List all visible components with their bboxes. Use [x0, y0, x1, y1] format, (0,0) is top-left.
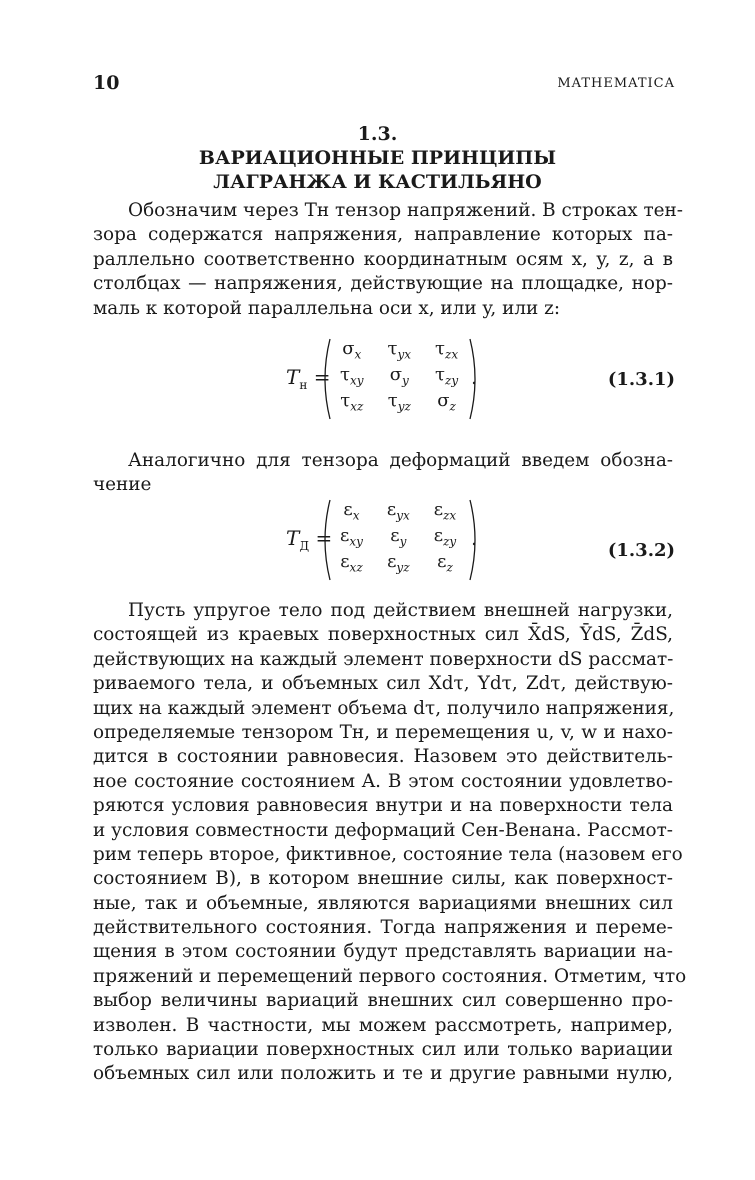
paragraph-line: Пусть упругое тело под действием внешней нагрузки,: [128, 600, 673, 621]
paragraph-line: пряжений и перемещений первого состояния. Отметим, что: [93, 965, 687, 987]
matrix-cell: $\sigma_z$: [437, 390, 456, 414]
left-paren: [318, 337, 334, 421]
paragraph-3: [93, 599, 687, 1087]
paragraph-line: выбор величины вариаций внешних сил совершенно про-: [93, 990, 673, 1012]
paragraph-line: ряются условия равновесия внутри и на поверхности тела: [93, 795, 673, 817]
matrix-cell: $\varepsilon_{yz}$: [387, 551, 410, 575]
equals-sign: =: [315, 526, 333, 550]
paragraph-line: ные, так и объемные, являются вариациями внешних сил: [93, 892, 673, 914]
paragraph-line: состоянием B), в котором внешние силы, как поверхност-: [93, 868, 673, 890]
paragraph-line: столбцах — напряжения, действующие на площадке, нор-: [93, 273, 673, 295]
paragraph-line: чение: [93, 474, 152, 496]
matrix-cell: $\tau_{zx}$: [435, 338, 459, 362]
matrix-cell: $\varepsilon_x$: [343, 499, 360, 523]
paragraph-line: действующих на каждый элемент поверхности dS рассмат-: [93, 648, 674, 670]
matrix-grid: [328, 498, 468, 576]
paragraph-line: и условия совместности деформаций Сен-Венана. Рассмот-: [93, 819, 673, 841]
page-number: 10: [93, 72, 120, 94]
matrix-cell: $\varepsilon_y$: [390, 525, 407, 549]
matrix-cell: $\tau_{zy}$: [435, 364, 459, 388]
matrix-cell: $\tau_{yz}$: [387, 390, 411, 414]
paragraph-2: [93, 449, 673, 498]
paragraph-line: действительного состояния. Тогда напряжения и переме-: [93, 917, 673, 939]
equation-end-dot: .: [471, 365, 478, 389]
paragraph-line: риваемого тела, и объемных сил Xdτ, Ydτ, Zdτ, действую-: [93, 673, 673, 695]
matrix-cell: $\varepsilon_{xz}$: [340, 551, 363, 575]
paragraph-line: маль к которой параллельна оси x, или y, или z:: [93, 297, 561, 319]
matrix-cell: $\sigma_x$: [342, 338, 362, 362]
tensor-symbol: T: [286, 365, 300, 389]
section-number: 1.3.: [357, 123, 398, 145]
paragraph-line: зора содержатся напряжения, направление которых па-: [93, 224, 673, 246]
strain-matrix: [328, 498, 468, 576]
matrix-cell: $\varepsilon_z$: [437, 551, 453, 575]
paragraph-1: [93, 199, 684, 321]
paragraph-line: определяемые тензором Tн, и перемещения u, v, w и нахо-: [93, 721, 673, 743]
paragraph-line: щения в этом состоянии будут представлять вариации на-: [93, 941, 673, 963]
paragraph-line: изволен. В частности, мы можем рассмотреть, например,: [93, 1014, 673, 1036]
matrix-cell: $\tau_{yx}$: [387, 338, 412, 362]
tensor-subscript: н: [299, 378, 308, 392]
matrix-cell: $\tau_{xy}$: [340, 364, 364, 388]
equation-1-3-2: [0, 496, 755, 586]
section-heading: [0, 122, 755, 194]
paragraph-line: щих на каждый элемент объема dτ, получило напряжения,: [93, 697, 675, 719]
paragraph-line: ное состояние состоянием A. В этом состоянии удовлетво-: [93, 770, 673, 792]
equals-sign: =: [313, 365, 331, 389]
matrix-cell: $\varepsilon_{yx}$: [386, 499, 410, 523]
left-paren: [318, 498, 334, 582]
paragraph-line: состоящей из краевых поверхностных сил X̄dS, ȲdS, Z̄dS,: [93, 624, 673, 646]
section-title-line2: ЛАГРАНЖА И КАСТИЛЬЯНО: [213, 171, 542, 193]
paragraph-line: объемных сил или положить и те и другие равными нулю,: [93, 1063, 673, 1085]
matrix-cell: $\varepsilon_{zy}$: [433, 525, 457, 549]
paragraph-line: Аналогично для тензора деформаций введем обозна-: [128, 450, 673, 471]
stress-matrix: [328, 337, 470, 415]
equation-number: (1.3.2): [607, 540, 675, 561]
tensor-subscript: Д: [299, 539, 310, 553]
running-title: MATHEMATICA: [557, 76, 675, 91]
paragraph-line: раллельно соответственно координатным осям x, y, z, а в: [93, 248, 673, 270]
paragraph-line: дится в состоянии равновесия. Назовем это действитель-: [93, 746, 673, 768]
matrix-cell: $\varepsilon_{xy}$: [340, 525, 363, 549]
section-title-line1: ВАРИАЦИОННЫЕ ПРИНЦИПЫ: [198, 147, 557, 169]
paragraph-line: только вариации поверхностных сил или только вариации: [93, 1039, 673, 1061]
equation-end-dot: .: [471, 526, 478, 550]
matrix-cell: $\sigma_y$: [389, 364, 409, 388]
matrix-cell: $\tau_{xz}$: [340, 390, 364, 414]
paragraph-line: рим теперь второе, фиктивное, состояние тела (назовем его: [93, 843, 683, 865]
tensor-symbol: T: [286, 526, 300, 550]
matrix-grid: [328, 337, 470, 415]
equation-number: (1.3.1): [607, 369, 675, 390]
equation-1-3-1: [0, 335, 755, 425]
paragraph-line: Обозначим через Tн тензор напряжений. В строках тен-: [128, 200, 684, 221]
matrix-cell: $\varepsilon_{zx}$: [433, 499, 457, 523]
